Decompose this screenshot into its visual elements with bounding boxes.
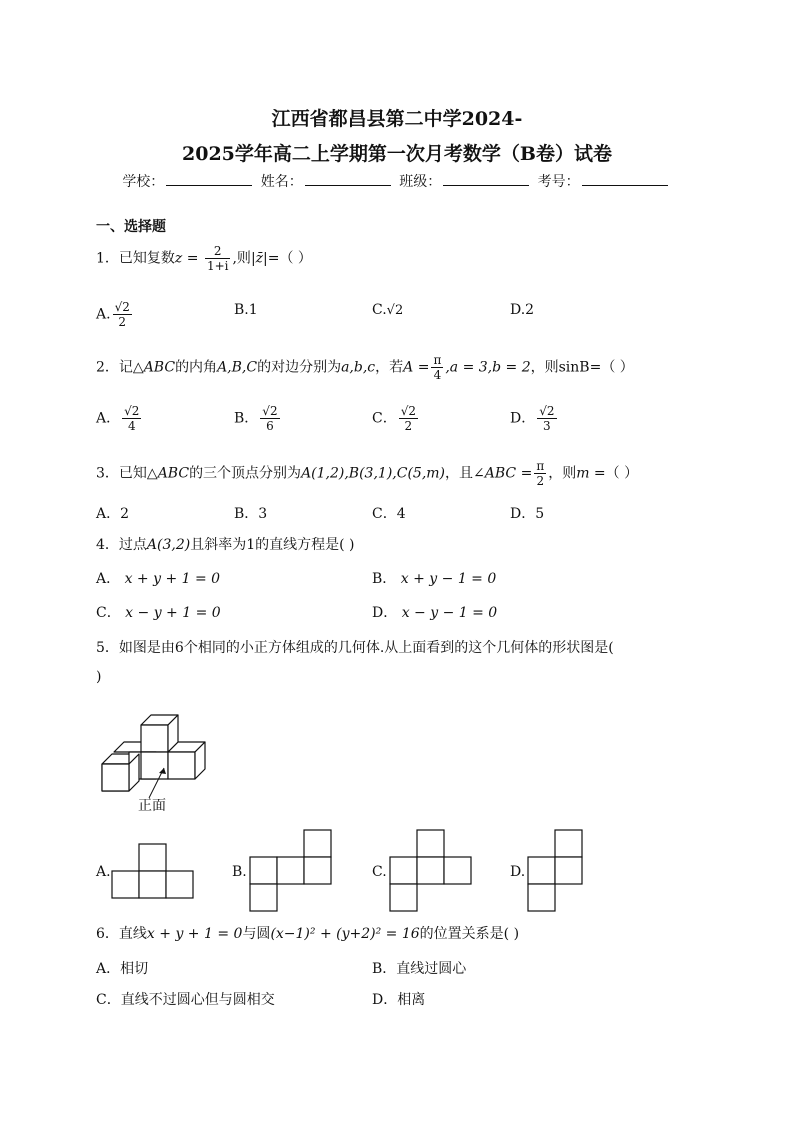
q3-option-b[interactable]: B．3 xyxy=(234,506,268,522)
q4-text-a: 4．过点 xyxy=(96,537,147,553)
q5-option-d-label[interactable]: D. xyxy=(510,864,526,880)
class-blank[interactable] xyxy=(443,173,529,186)
q5-option-a-figure[interactable] xyxy=(110,842,196,900)
question-6 xyxy=(96,924,519,944)
name-blank[interactable] xyxy=(305,173,391,186)
q3-text: 3．已知△ xyxy=(96,465,158,482)
q1-z: z xyxy=(174,250,183,267)
q2-mid3: ，若 xyxy=(375,359,404,376)
q1-fraction xyxy=(205,244,231,273)
q4-option-b[interactable] xyxy=(372,569,496,589)
q2-b-num: √2 xyxy=(262,404,278,418)
q1-eq: = xyxy=(182,250,203,267)
q2-mid1: 的内角 xyxy=(175,359,218,376)
q2-c-frac xyxy=(399,404,418,433)
q1-c-sqrt: √2 xyxy=(386,303,404,318)
exam-number-blank[interactable] xyxy=(582,173,668,186)
q3-m: m xyxy=(576,465,590,482)
q2-d-frac xyxy=(537,404,556,433)
q3-pi: π xyxy=(536,459,545,473)
q2-angles: A,B,C xyxy=(217,359,258,376)
q2-text: 2．记△ xyxy=(96,359,144,376)
q1-a-frac xyxy=(113,300,132,329)
q3-fraction xyxy=(534,459,546,488)
q2-fraction xyxy=(431,353,443,382)
school-blank[interactable] xyxy=(166,173,252,186)
q6-end: 的位置关系是( ) xyxy=(419,926,520,942)
q1-text: 1．已知复数 xyxy=(96,250,175,267)
q4-c-eq: x − y + 1 = 0 xyxy=(125,605,221,621)
q6-option-a[interactable]: A．相切 xyxy=(96,961,149,977)
q3-end1: ，则 xyxy=(548,465,577,482)
question-2 xyxy=(96,353,634,382)
q4-a-eq: x + y + 1 = 0 xyxy=(124,571,221,587)
q2-b-frac xyxy=(260,404,279,433)
q3-option-a[interactable]: A．2 xyxy=(96,506,130,522)
q2-mid2: 的对边分别为 xyxy=(257,359,342,376)
q2-a-eq: A = xyxy=(403,359,430,376)
q1-a-num: √2 xyxy=(114,300,130,314)
q6-mid: 与圆 xyxy=(242,926,271,942)
q5-option-c-figure[interactable] xyxy=(386,828,476,916)
exam-number-label: 考号： xyxy=(537,174,580,190)
q2-option-a[interactable] xyxy=(96,404,143,433)
q4-text-b: 且斜率为1的直线方程是( ) xyxy=(190,537,355,553)
q2-sinb: sinB xyxy=(558,359,590,376)
q2-a-label: A． xyxy=(96,410,121,427)
question-3 xyxy=(96,459,638,488)
student-info-row xyxy=(0,171,794,191)
q2-d-den: 3 xyxy=(543,419,551,433)
q4-c-label: C． xyxy=(96,605,121,621)
q4-a-label: A． xyxy=(96,571,121,587)
q1-end: =（ ） xyxy=(267,250,312,267)
q1-den: 1+i xyxy=(206,259,229,273)
q5-option-b-label[interactable]: B. xyxy=(232,864,247,880)
q4-d-eq: x − y − 1 = 0 xyxy=(401,605,498,621)
q3-option-c[interactable]: C．4 xyxy=(372,506,406,522)
school-label: 学校： xyxy=(122,174,165,190)
q2-sides: a,b,c xyxy=(341,359,376,376)
q3-eq: = xyxy=(516,465,533,482)
q4-b-eq: x + y − 1 = 0 xyxy=(400,571,497,587)
q2-abc: ABC xyxy=(143,359,176,376)
q1-option-b[interactable]: B.1 xyxy=(234,302,258,318)
q1-option-c[interactable] xyxy=(372,300,403,321)
question-5-line1: 5．如图是由6个相同的小正方体组成的几何体.从上面看到的这个几何体的形状图是( xyxy=(96,640,614,656)
q2-end1: ，则 xyxy=(530,359,559,376)
q4-b-label: B． xyxy=(372,571,397,587)
q2-pi: π xyxy=(433,353,442,367)
q3-end2: =（ ） xyxy=(589,465,639,482)
q5-option-a-label[interactable]: A. xyxy=(96,864,111,880)
q6-text: 6．直线 xyxy=(96,926,147,942)
q5-option-b-figure[interactable] xyxy=(246,828,336,916)
q6-circle: (x−1)² + (y+2)² = 16 xyxy=(270,926,420,942)
q3-two: 2 xyxy=(536,474,545,488)
q5-option-d-figure[interactable] xyxy=(524,828,588,916)
q1-option-d[interactable]: D.2 xyxy=(510,302,535,318)
q2-a-den: 4 xyxy=(127,419,136,433)
q4-option-c[interactable] xyxy=(96,603,221,623)
class-label: 班级： xyxy=(399,174,442,190)
q1-num: 2 xyxy=(205,244,231,259)
q1-option-a[interactable] xyxy=(96,300,134,329)
q2-a-frac xyxy=(122,404,141,433)
q3-angle: ABC xyxy=(484,465,517,482)
q5-option-c-label[interactable]: C. xyxy=(372,864,387,880)
q1-abs: |z̄| xyxy=(250,250,268,267)
q1-a-den: 2 xyxy=(118,315,127,329)
section-heading: 一、选择题 xyxy=(96,219,166,235)
q3-option-d[interactable]: D．5 xyxy=(510,506,545,522)
q2-d-num: √2 xyxy=(539,404,555,418)
q6-line: x + y + 1 = 0 xyxy=(146,926,243,942)
q2-four: 4 xyxy=(433,368,442,382)
q2-option-d[interactable] xyxy=(510,404,559,433)
q3-mid: 的三个顶点分别为 xyxy=(189,465,302,482)
q2-a-num: √2 xyxy=(124,404,140,418)
q1-mid: ,则 xyxy=(232,250,251,267)
q3-abc: ABC xyxy=(157,465,190,482)
q1-c-label: C. xyxy=(372,302,387,318)
q2-option-c[interactable] xyxy=(372,404,420,433)
q6-option-c[interactable]: C．直线不过圆心但与圆相交 xyxy=(96,992,275,1008)
q4-option-a[interactable] xyxy=(96,569,220,589)
q2-d-label: D． xyxy=(510,410,536,427)
q2-option-b[interactable] xyxy=(234,404,282,433)
q1-a-label: A. xyxy=(96,306,111,323)
name-label: 姓名： xyxy=(260,174,303,190)
question-1 xyxy=(96,244,312,273)
q4-point: A(3,2) xyxy=(146,537,191,553)
front-label: 正面 xyxy=(138,798,166,814)
q2-c-num: √2 xyxy=(400,404,416,418)
q4-d-label: D． xyxy=(372,605,398,621)
q2-end2: =（ ） xyxy=(589,359,634,376)
q2-c-label: C． xyxy=(372,410,397,427)
q6-option-b[interactable]: B．直线过圆心 xyxy=(372,961,467,977)
exam-title-line1: 江西省都昌县第二中学2024- xyxy=(271,108,523,130)
q2-b-label: B． xyxy=(234,410,259,427)
q3-points: A(1,2),B(3,1),C(5,m) xyxy=(301,465,446,482)
q3-mid2: ，且∠ xyxy=(445,465,485,482)
q2-rest: ,a = 3,b = 2 xyxy=(445,359,531,376)
q2-c-den: 2 xyxy=(404,419,413,433)
question-4 xyxy=(96,535,355,555)
q6-option-d[interactable]: D．相离 xyxy=(372,992,426,1008)
exam-title-line2: 2025学年高二上学期第一次月考数学（B卷）试卷 xyxy=(182,143,612,165)
question-5-line2: ) xyxy=(96,669,102,685)
q4-option-d[interactable] xyxy=(372,603,497,623)
q2-b-den: 6 xyxy=(266,419,274,433)
